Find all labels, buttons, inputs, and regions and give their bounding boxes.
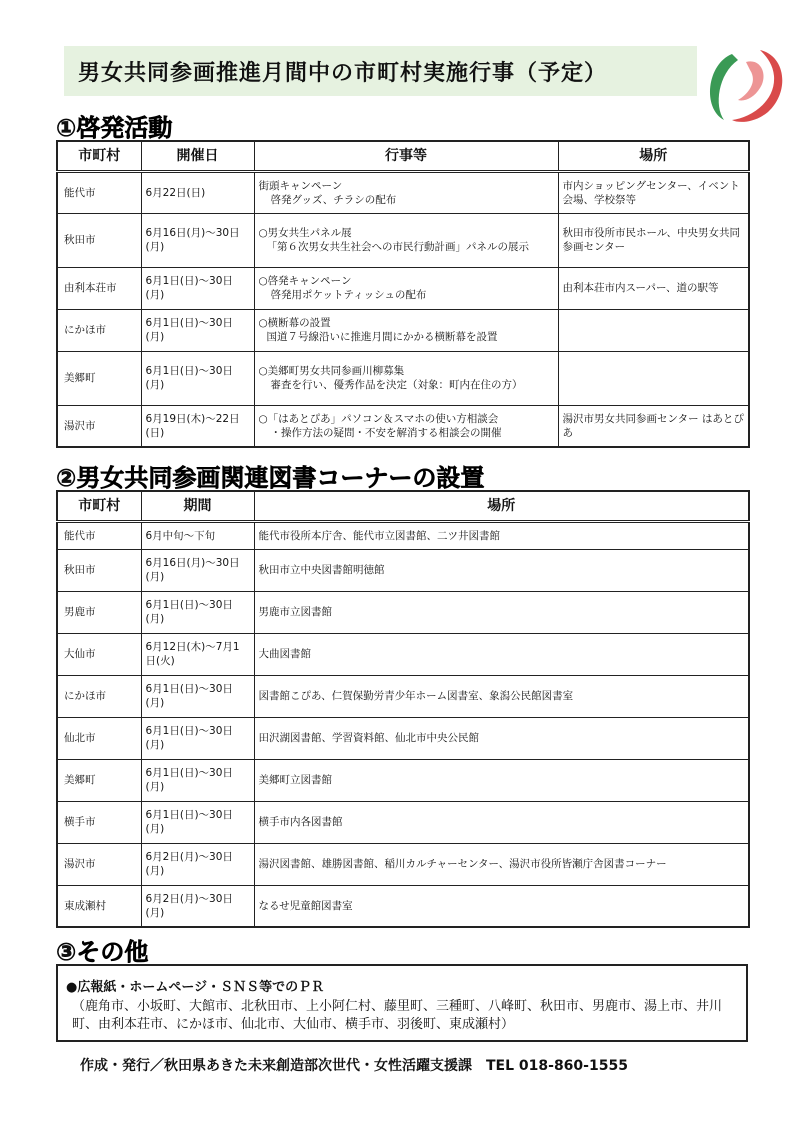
event-title: ○男女共生パネル展 xyxy=(258,227,352,239)
place-cell: 湯沢市男女共同参画センター はあとぴあ xyxy=(558,405,749,447)
date-cell: 6月16日(月)～30日(月) xyxy=(141,213,254,267)
event-detail: 啓発グッズ、チラシの配布 xyxy=(270,193,397,206)
event-detail: 審査を行い、優秀作品を決定（対象：町内在住の方） xyxy=(270,379,523,391)
table-row xyxy=(57,591,749,633)
period-cell: 6月1日(日)～30日(月) xyxy=(141,759,254,801)
event-detail: ・操作方法の疑問・不安を解消する相談会の開催 xyxy=(270,426,502,439)
section1-heading: ①啓発活動 xyxy=(56,114,173,142)
events-table xyxy=(56,140,750,448)
period-cell: 6月16日(月)～30日(月) xyxy=(141,549,254,591)
table-row xyxy=(57,521,749,549)
period-cell: 6月1日(日)～30日(月) xyxy=(141,801,254,843)
place-cell xyxy=(558,351,749,405)
table-row xyxy=(57,351,749,405)
pr-municipality-list: （鹿角市、小坂町、大館市、北秋田市、上小阿仁村、藤里町、三種町、八峰町、秋田市、男鹿市、湯上市、井川町、由利本荘市、にかほ市、仙北市、大仙市、横手市、羽後町、東成瀬村） xyxy=(72,999,723,1032)
place-cell: 図書館こぴあ、仁賀保勤労青少年ホーム図書室、象潟公民館図書室 xyxy=(254,675,749,717)
place-cell: 横手市内各図書館 xyxy=(254,801,749,843)
period-cell: 6月1日(日)～30日(月) xyxy=(141,717,254,759)
header-city: 市町村 xyxy=(57,141,141,171)
period-cell: 6月12日(木)～7月1日(火) xyxy=(141,633,254,675)
table-row xyxy=(57,171,749,213)
event-detail: 「第６次男女共生社会への市民行動計画」パネルの展示 xyxy=(266,241,529,253)
city-cell: 秋田市 xyxy=(57,213,141,267)
event-title: 街頭キャンペーン xyxy=(258,179,343,192)
place-cell: 能代市役所本庁舎、能代市立図書館、二ツ井図書館 xyxy=(254,521,749,549)
event-title: ○「はあとぴあ」パソコン＆スマホの使い方相談会 xyxy=(258,412,499,425)
city-cell: 大仙市 xyxy=(57,633,141,675)
place-cell: 大曲図書館 xyxy=(254,633,749,675)
table-header-row xyxy=(57,141,749,171)
event-cell xyxy=(254,351,558,405)
table-row xyxy=(57,801,749,843)
date-cell: 6月1日(日)～30日(月) xyxy=(141,267,254,309)
place-cell: 田沢湖図書館、学習資料館、仙北市中央公民館 xyxy=(254,717,749,759)
section3-heading: ③その他 xyxy=(56,938,149,966)
pr-item-title: ●広報紙・ホームページ・ＳＮＳ等でのＰＲ xyxy=(66,980,325,995)
table-row xyxy=(57,759,749,801)
event-cell xyxy=(254,171,558,213)
event-cell xyxy=(254,267,558,309)
event-cell xyxy=(254,405,558,447)
date-cell: 6月1日(日)～30日(月) xyxy=(141,351,254,405)
table-row xyxy=(57,405,749,447)
city-cell: 横手市 xyxy=(57,801,141,843)
header-period: 期間 xyxy=(141,491,254,521)
table-row xyxy=(57,717,749,759)
page-title: 男女共同参画推進月間中の市町村実施行事（予定） xyxy=(78,61,608,86)
table-row xyxy=(57,267,749,309)
date-cell: 6月1日(日)～30日(月) xyxy=(141,309,254,351)
city-cell: 美郷町 xyxy=(57,351,141,405)
event-detail: 国道７号線沿いに推進月間にかかる横断幕を設置 xyxy=(266,331,498,343)
place-cell: 男鹿市立図書館 xyxy=(254,591,749,633)
date-cell: 6月22日(日) xyxy=(141,171,254,213)
city-cell: 湯沢市 xyxy=(57,405,141,447)
publisher-footer: 作成・発行／秋田県あきた未来創造部次世代・女性活躍支援課 TEL 018-860-1555 xyxy=(80,1058,628,1074)
table-row xyxy=(57,213,749,267)
period-cell: 6月2日(月)～30日(月) xyxy=(141,885,254,927)
place-cell: なるせ児童館図書室 xyxy=(254,885,749,927)
period-cell: 6月2日(月)～30日(月) xyxy=(141,843,254,885)
city-cell: 男鹿市 xyxy=(57,591,141,633)
place-cell: 由利本荘市内スーパー、道の駅等 xyxy=(558,267,749,309)
library-table xyxy=(56,490,750,928)
place-cell: 市内ショッピングセンター、イベント会場、学校祭等 xyxy=(558,171,749,213)
place-cell: 美郷町立図書館 xyxy=(254,759,749,801)
table-row xyxy=(57,843,749,885)
event-title: ○美郷町男女共同参画川柳募集 xyxy=(258,365,405,377)
place-cell: 秋田市役所市民ホール、中央男女共同参画センター xyxy=(558,213,749,267)
table-row xyxy=(57,549,749,591)
period-cell: 6月1日(日)～30日(月) xyxy=(141,591,254,633)
header-date: 開催日 xyxy=(141,141,254,171)
city-cell: 能代市 xyxy=(57,521,141,549)
table-row xyxy=(57,633,749,675)
city-cell: 秋田市 xyxy=(57,549,141,591)
event-detail: 啓発用ポケットティッシュの配布 xyxy=(270,289,427,301)
place-cell xyxy=(558,309,749,351)
place-cell: 湯沢図書館、雄勝図書館、稲川カルチャーセンター、湯沢市役所皆瀬庁舎図書コーナー xyxy=(254,843,749,885)
table-row xyxy=(57,885,749,927)
header-city: 市町村 xyxy=(57,491,141,521)
city-cell: 美郷町 xyxy=(57,759,141,801)
header-event: 行事等 xyxy=(254,141,558,171)
event-cell xyxy=(254,309,558,351)
event-title: ○啓発キャンペーン xyxy=(258,275,352,287)
table-row xyxy=(57,309,749,351)
event-cell xyxy=(254,213,558,267)
header-place: 場所 xyxy=(254,491,749,521)
table-row xyxy=(57,675,749,717)
city-cell: 湯沢市 xyxy=(57,843,141,885)
city-cell: 能代市 xyxy=(57,171,141,213)
period-cell: 6月中旬～下旬 xyxy=(141,521,254,549)
city-cell: 仙北市 xyxy=(57,717,141,759)
event-title: ○横断幕の設置 xyxy=(258,317,331,329)
section2-heading: ②男女共同参画関連図書コーナーの設置 xyxy=(56,464,485,492)
place-cell: 秋田市立中央図書館明徳館 xyxy=(254,549,749,591)
city-cell: にかほ市 xyxy=(57,309,141,351)
city-cell: にかほ市 xyxy=(57,675,141,717)
date-cell: 6月19日(木)～22日(日) xyxy=(141,405,254,447)
logo-icon xyxy=(702,46,788,128)
logo-green-arc xyxy=(710,54,738,120)
header-place: 場所 xyxy=(558,141,749,171)
city-cell: 東成瀬村 xyxy=(57,885,141,927)
logo-red-inner xyxy=(738,61,764,100)
other-pr-box xyxy=(56,964,748,1042)
table-header-row xyxy=(57,491,749,521)
city-cell: 由利本荘市 xyxy=(57,267,141,309)
period-cell: 6月1日(日)～30日(月) xyxy=(141,675,254,717)
